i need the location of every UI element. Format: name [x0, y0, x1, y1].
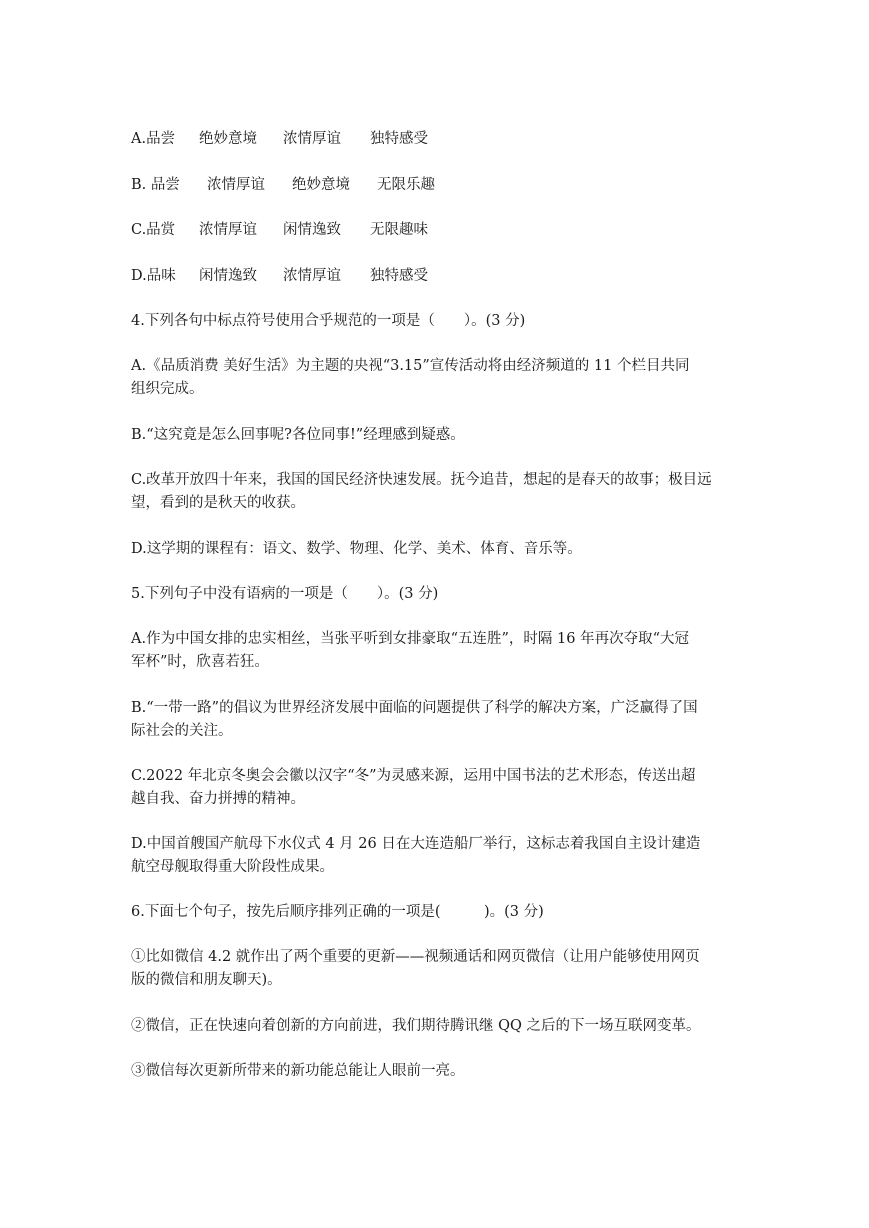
text-line: C.2022 年北京冬奥会会徽以汉字“冬”为灵感来源，运用中国书法的艺术形态，传送出超	[131, 768, 696, 784]
option-word: 无限趣味	[370, 222, 428, 238]
text-line: 组织完成。	[131, 380, 204, 397]
option-word: 闲情逸致	[199, 268, 257, 284]
q4-option-d: D.这学期的课程有：语文、数学、物理、化学、美术、体育、音乐等。	[131, 541, 582, 557]
text-line: A.作为中国女排的忠实相丝，当张平听到女排豪取“五连胜”，时隔 16 年再次夺取“大冠	[131, 631, 689, 647]
q3-option-d	[131, 265, 739, 287]
option-word: 独特感受	[370, 131, 428, 147]
option-word: 浓情厚谊	[207, 177, 265, 193]
q5-option-b	[131, 697, 739, 742]
text-line: A.《品质消费 美好生活》为主题的央视“3.15”宣传活动将由经济频道的 11 个栏目共同	[131, 358, 690, 374]
q5-stem: 5.下列句子中没有语病的一项是（ ）。(3 分)	[131, 586, 439, 602]
q5-option-a	[131, 628, 739, 673]
text-line: 航空母舰取得重大阶段性成果。	[131, 858, 334, 875]
option-word: 无限乐趣	[377, 177, 435, 193]
option-word: 独特感受	[370, 268, 428, 284]
q3-option-c	[131, 219, 739, 241]
q6-stem: 6.下面七个句子，按先后顺序排列正确的一项是( )。(3 分)	[131, 904, 544, 920]
q4-option-b: B.“这究竟是怎么回事呢?各位同事!”经理感到疑惑。	[131, 427, 465, 443]
text-line: C.改革开放四十年来，我国的国民经济快速发展。抚今追昔，想起的是春天的故事；极目远	[131, 472, 712, 488]
q3-option-a	[131, 128, 739, 150]
text-line: 际社会的关注。	[131, 722, 233, 739]
q5-option-c	[131, 765, 739, 810]
q6-sentence-1	[131, 946, 739, 991]
text-line: B.“一带一路”的倡议为世界经济发展中面临的问题提供了科学的解决方案，广泛赢得了国	[131, 700, 698, 716]
option-label: B. 品尝	[131, 177, 180, 193]
option-word: 绝妙意境	[292, 177, 350, 193]
option-word: 绝妙意境	[199, 131, 257, 147]
text-line: D.中国首艘国产航母下水仪式 4 月 26 日在大连造船厂举行，这标志着我国自主设计建造	[131, 836, 701, 852]
text-line: 越自我、奋力拼搏的精神。	[131, 790, 305, 807]
q4-stem: 4.下列各句中标点符号使用合乎规范的一项是（ ）。(3 分)	[131, 313, 526, 329]
q4-option-c	[131, 469, 739, 514]
q6-sentence-2: ②微信，正在快速向着创新的方向前进，我们期待腾讯继 QQ 之后的下一场互联网变革。	[131, 1018, 701, 1034]
option-label: A.品尝	[131, 131, 176, 147]
option-label: C.品赏	[131, 222, 176, 238]
text-line: ①比如微信 4.2 就作出了两个重要的更新——视频通话和网页微信（让用户能够使用网页	[131, 949, 700, 965]
text-line: 军杯”时，欣喜若狂。	[131, 653, 269, 670]
q3-option-b	[131, 174, 739, 196]
q4-option-a	[131, 355, 739, 400]
text-line: 版的微信和朋友聊天)。	[131, 971, 282, 988]
option-label: D.品味	[131, 268, 176, 284]
q5-option-d	[131, 833, 739, 878]
option-word: 闲情逸致	[283, 222, 341, 238]
q6-sentence-3: ③微信每次更新所带来的新功能总能让人眼前一亮。	[131, 1063, 465, 1079]
option-word: 浓情厚谊	[283, 268, 341, 284]
text-line: 望，看到的是秋天的收获。	[131, 494, 305, 511]
option-word: 浓情厚谊	[283, 131, 341, 147]
option-word: 浓情厚谊	[199, 222, 257, 238]
